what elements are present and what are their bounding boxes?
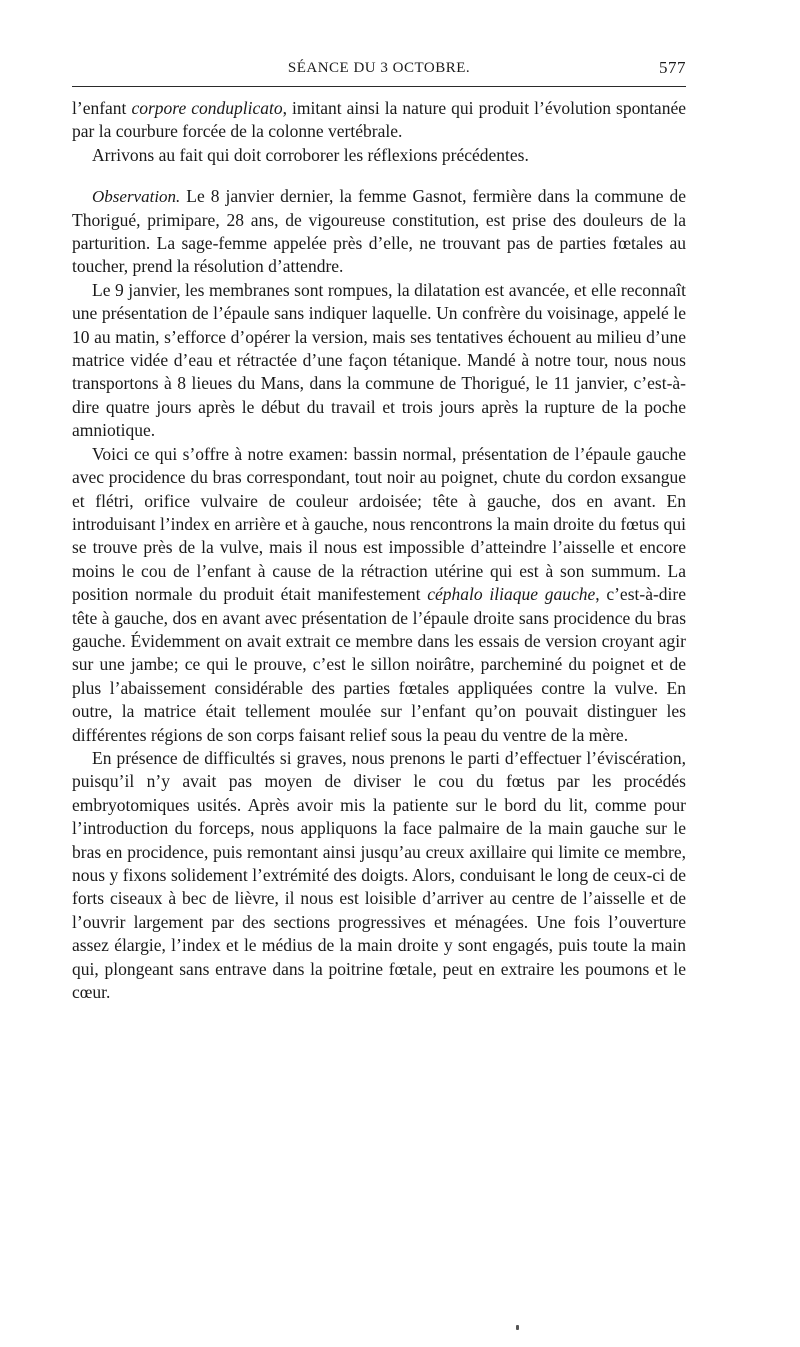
paragraph-5-start: Voici ce qui s’offre à notre examen: bassin normal, présentation de l’épaule gauche avec procidence du bras correspondant, tout noir au poignet, chute du cordon exsangue et flétri, orifice vulvaire de couleur ardoisée; tête à gauche, dos en avant. En introduisant l’index en arrière et à gauche, nous rencontrons la main droite du fœtus qui se trouve près de la vulve, mais il nous est impossible d’atteindre l’aisselle et encore moins le cou de l’enfant à cause de la rétraction utérine qui est à son summum. La position normale du produit était manifestement (72, 443, 686, 605)
ink-speck (516, 1325, 519, 1330)
paragraph-1-start: l’enfant (72, 98, 132, 118)
latin-term: corpore conduplicato (131, 98, 283, 118)
running-title: SÉANCE DU 3 OCTOBRE. (287, 60, 471, 76)
paragraph-4: Le 9 janvier, les membranes sont rompues, la dilatation est avancée, et elle reconnaît une présentation de l’épaule sans indiquer laquelle. Un confrère du voisinage, appelé le 10 au matin, s’efforce d’opérer la version, mais ses tentatives échouent au milieu d’une matrice vidée d’eau et rétractée d’une façon tétanique. Mandé à notre tour, nous nous transportons à 8 lieues du Mans, dans la commune de Thorigué, le 11 janvier, c’est-à-dire quatre jours après le début du travail et trois jours après la rupture de la poche amniotique. (72, 279, 686, 441)
running-head (72, 52, 686, 86)
position-term: céphalo iliaque gauche (427, 584, 596, 605)
paragraph-5-rest: , c’est-à-dire tête à gauche, dos en avant avec présentation de l’épaule droite sans procidence du bras gauche. Évidemment on avait extrait ce membre dans les essais de version croyant agir sur une jambe; ce qui le prouve, c’est le sillon noirâtre, parcheminé du poignet et de plus l’abaissement considérable des parties fœtales appliquées contre la vulve. En outre, la matrice était tellement moulée sur l’enfant qu’on pouvait distinguer les différentes régions de son corps faisant relief sous la peau du ventre de la mère. (72, 584, 686, 745)
body-text (72, 97, 686, 1004)
header-rule (72, 86, 686, 87)
paragraph-5 (72, 443, 686, 747)
observation-text: Le 8 janvier dernier, la femme Gasnot, fermière dans la commune de Thorigué, primipare, 28 ans, de vigoureuse constitution, est prise des douleurs de la parturition. La sage-femme appelée près d’elle, ne trouvant pas de parties fœtales au toucher, prend la résolution d’attendre. (72, 186, 686, 277)
paragraph-6: En présence de difficultés si graves, nous prenons le parti d’effectuer l’éviscération, puisqu’il n’y avait pas moyen de diviser le cou du fœtus par les procédés embryotomiques usités. Après avoir mis la patiente sur le bord du lit, comme pour l’introduction du forceps, nous appliquons la face palmaire de la main gauche sur le bras en procidence, puis remontant ainsi jusqu’au creux axillaire qui limite ce membre, nous y fixons solidement l’extrémité des doigts. Alors, conduisant le long de ceux-ci de forts ciseaux à bec de lièvre, il nous est loisible d’arriver au centre de l’aisselle et de l’ouvrir largement par des sections progressives et ménagées. Une fois l’ouverture assez élargie, l’index et le médius de la main droite y sont engagés, puis toute la main qui, plongeant sans entrave dans la poitrine fœtale, peut en extraire les poumons et le cœur. (72, 747, 686, 1003)
paragraph-2: Arrivons au fait qui doit corroborer les réflexions précédentes. (92, 144, 529, 165)
observation-label: Observation. (92, 187, 181, 207)
paragraph-1-rest: , imitant ainsi la nature qui produit l’évolution spontanée par la courbure forcée de la colonne vertébrale. (72, 98, 686, 142)
page-number: 577 (659, 58, 686, 77)
book-page (72, 52, 686, 1004)
paragraph-observation (72, 185, 686, 279)
paragraph-1 (72, 97, 686, 144)
